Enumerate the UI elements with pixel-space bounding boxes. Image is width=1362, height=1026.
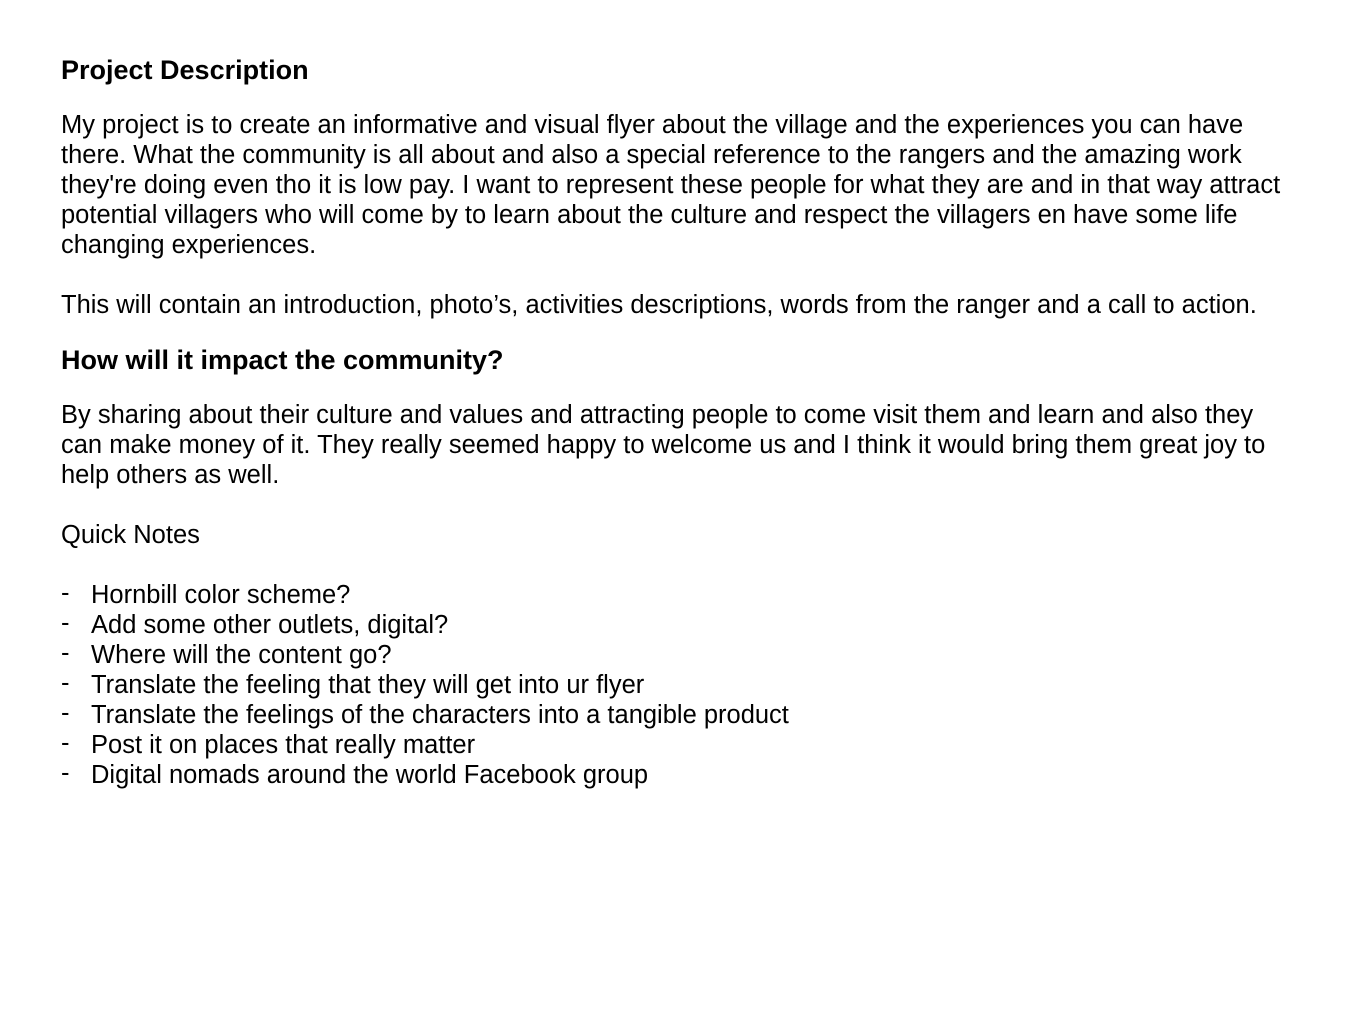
- note-text: Translate the feeling that they will get into ur flyer: [91, 671, 645, 699]
- note-text: Digital nomads around the world Facebook group: [91, 761, 649, 789]
- contents-paragraph: This will contain an introduction, photo’s, activities descriptions, words from the ranger and a call to action.: [61, 291, 1257, 319]
- list-item: [61, 670, 1291, 700]
- list-item: [61, 610, 1291, 640]
- bullet-dash: -: [61, 669, 70, 697]
- bullet-dash: -: [61, 729, 70, 757]
- quick-notes-list: [61, 580, 1291, 790]
- bullet-dash: -: [61, 639, 70, 667]
- spacer: [61, 550, 1291, 580]
- bullet-dash: -: [61, 609, 70, 637]
- bullet-dash: -: [61, 759, 70, 787]
- spacer: [61, 490, 1291, 520]
- bullet-dash: -: [61, 579, 70, 607]
- note-text: Post it on places that really matter: [91, 731, 476, 759]
- project-description-heading: Project Description: [61, 55, 309, 85]
- bullet-dash: -: [61, 699, 70, 727]
- project-description-paragraph: My project is to create an informative and visual flyer about the village and the experiences you can have there. What the community is all about and also a special reference to the rangers and the amazing work they're doing even tho it is low pay. I want to represent these people for what they are and in that way attract potential villagers who will come by to learn about the culture and respect the villagers en have some life changing experiences.: [61, 111, 1281, 259]
- spacer: [61, 260, 1291, 290]
- impact-paragraph: By sharing about their culture and values and attracting people to come visit them and learn and also they can make money of it. They really seemed happy to welcome us and I think it would bring them great joy to help others as well.: [61, 401, 1266, 489]
- impact-heading: How will it impact the community?: [61, 345, 504, 375]
- note-text: Hornbill color scheme?: [91, 581, 351, 609]
- spacer: [61, 92, 1291, 110]
- quick-notes-title: Quick Notes: [61, 521, 200, 549]
- note-text: Where will the content go?: [91, 641, 392, 669]
- document-body: [61, 48, 1291, 790]
- list-item: [61, 700, 1291, 730]
- list-item: [61, 730, 1291, 760]
- note-text: Translate the feelings of the characters into a tangible product: [91, 701, 789, 729]
- list-item: [61, 640, 1291, 670]
- spacer: [61, 320, 1291, 338]
- spacer: [61, 382, 1291, 400]
- list-item: [61, 580, 1291, 610]
- note-text: Add some other outlets, digital?: [91, 611, 449, 639]
- list-item: [61, 760, 1291, 790]
